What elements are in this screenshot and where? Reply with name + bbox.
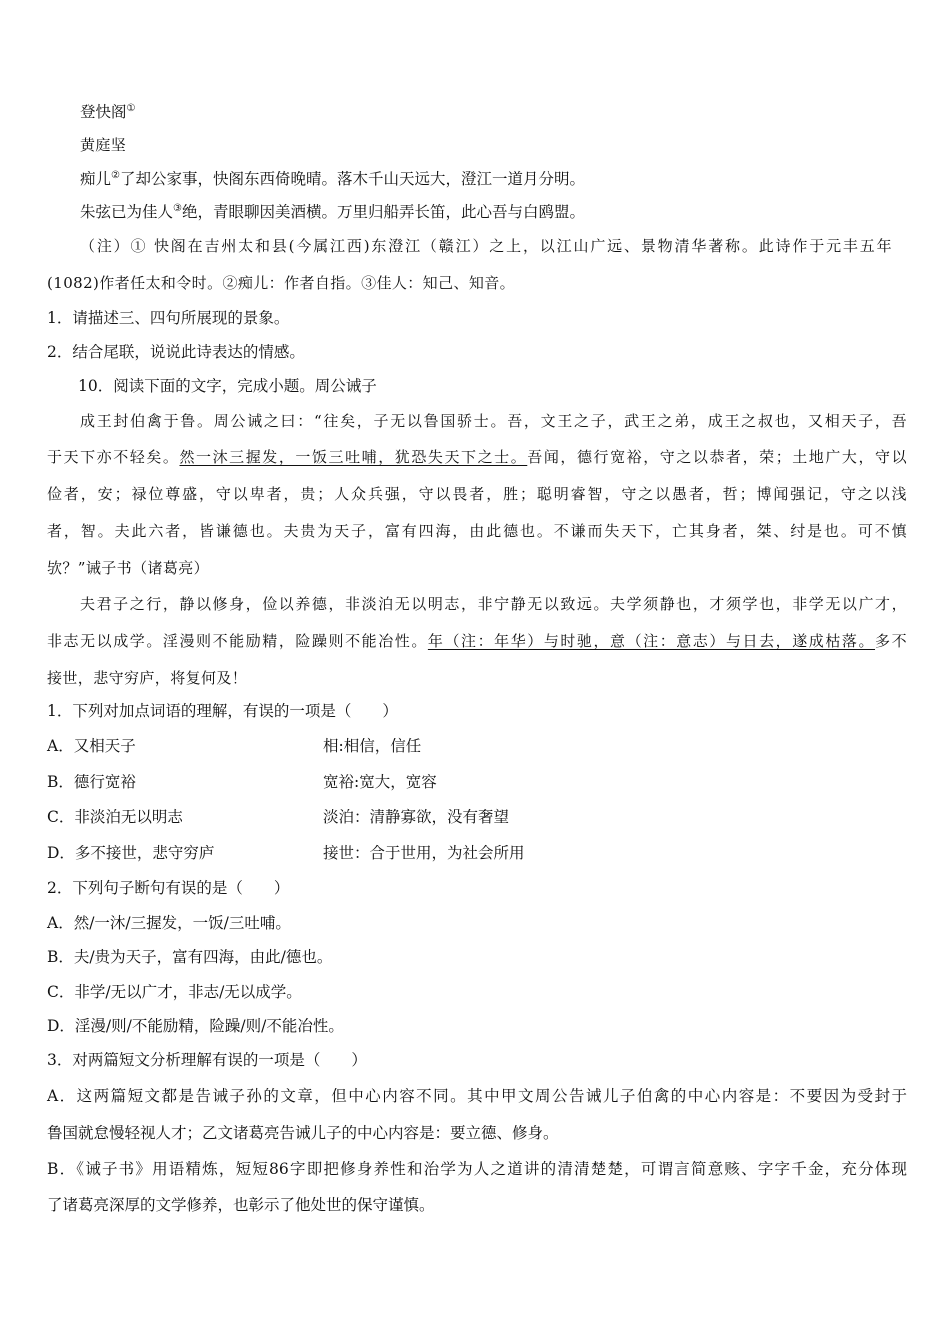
- poem-line: 朱弦已为佳人③绝，青眼聊因美酒横。万里归船弄长笛，此心吾与白鸥盟。: [80, 203, 585, 221]
- question: 1．请描述三、四句所展现的景象。: [47, 309, 290, 327]
- mc-option: A．然/一沐/三握发，一饭/三吐哺。: [47, 914, 291, 932]
- poem-author: 黄庭坚: [80, 136, 127, 154]
- mc-stem: 3．对两篇短文分析理解有误的一项是（ ）: [47, 1051, 367, 1069]
- mc-option: D．多不接世，悲守穷庐 接世：合于世用，为社会所用: [47, 844, 525, 862]
- passage-line: 成王封伯禽于鲁。周公诫之曰：“往矣，子无以鲁国骄士。吾，文王之子，武王之弟，成王之叔也，又相天子，吾: [80, 412, 907, 430]
- mc-stem: 1．下列对加点词语的理解，有误的一项是（ ）: [47, 702, 398, 720]
- mc-option: A．又相天子 相:相信，信任: [47, 737, 422, 755]
- footnote-marker: ②: [111, 170, 120, 181]
- poem-note: (1082)作者任太和令时。②痴儿：作者自指。③佳人：知己、知音。: [47, 274, 516, 292]
- poem-title: 登快阁①: [80, 103, 136, 121]
- passage-line: 者，智。夫此六者，皆谦德也。夫贵为天子，富有四海，由此德也。不谦而失天下，亡其身者，桀、纣是也。可不慎: [47, 522, 907, 540]
- mc-option: 了诸葛亮深厚的文学修养，也彰示了他处世的保守谨慎。: [47, 1196, 435, 1214]
- underlined-sentence: 然一沐三握发，一饭三吐哺，犹恐失天下之士。: [179, 448, 528, 466]
- passage-line: 接世，悲守穷庐，将复何及！: [47, 669, 248, 687]
- mc-option: C．非学/无以广才，非志/无以成学。: [47, 983, 302, 1001]
- mc-option: D．淫漫/则/不能励精，险躁/则/不能冶性。: [47, 1017, 344, 1035]
- footnote-marker: ①: [126, 103, 136, 114]
- mc-option: B．德行宽裕 宽裕:宽大，宽容: [47, 773, 437, 791]
- mc-option: B．夫/贵为天子，富有四海，由此/德也。: [47, 948, 333, 966]
- footnote-marker: ③: [173, 203, 182, 214]
- mc-option: 鲁国就怠慢轻视人才；乙文诸葛亮告诫儿子的中心内容是：要立德、修身。: [47, 1124, 559, 1142]
- passage-line: 俭者，安；禄位尊盛，守以卑者，贵；人众兵强，守以畏者，胜；聪明睿智，守之以愚者，哲；博闻强记，守之以浅: [47, 485, 907, 503]
- question: 2．结合尾联，说说此诗表达的情感。: [47, 343, 305, 361]
- underlined-sentence: 年（注：年华）与时驰，意（注：意志）与日去，遂成枯落。: [427, 632, 876, 650]
- mc-option: C．非淡泊无以明志 淡泊：清静寡欲，没有奢望: [47, 808, 510, 826]
- section-heading: 10．阅读下面的文字，完成小题。周公诫子: [78, 377, 377, 395]
- poem-note: （注）① 快阁在吉州太和县(今属江西)东澄江（赣江）之上，以江山广远、景物清华著称。此诗作于元丰五年: [80, 237, 892, 255]
- passage-line: 欤？”诫子书（诸葛亮）: [47, 559, 210, 577]
- mc-option: A．这两篇短文都是告诫子孙的文章，但中心内容不同。其中甲文周公告诫儿子伯禽的中心内容是：不要因为受封于: [47, 1087, 907, 1105]
- poem-line: 痴儿②了却公家事，快阁东西倚晚晴。落木千山天远大，澄江一道月分明。: [80, 170, 585, 188]
- mc-option: B．《诫子书》用语精炼，短短86字即把修身养性和治学为人之道讲的清清楚楚，可谓言简意赅、字字千金，充分体现: [47, 1160, 907, 1178]
- passage-line: 于天下亦不轻矣。然一沐三握发，一饭三吐哺，犹恐失天下之士。吾闻，德行宽裕，守之以恭者，荣；土地广大，守以: [47, 448, 908, 466]
- passage-line: 非志无以成学。淫漫则不能励精，险躁则不能冶性。年（注：年华）与时驰，意（注：意志）与日去，遂成枯落。多不: [47, 632, 907, 650]
- mc-stem: 2．下列句子断句有误的是（ ）: [47, 879, 290, 897]
- passage-line: 夫君子之行，静以修身，俭以养德，非淡泊无以明志，非宁静无以致远。夫学须静也，才须学也，非学无以广才，: [80, 595, 907, 613]
